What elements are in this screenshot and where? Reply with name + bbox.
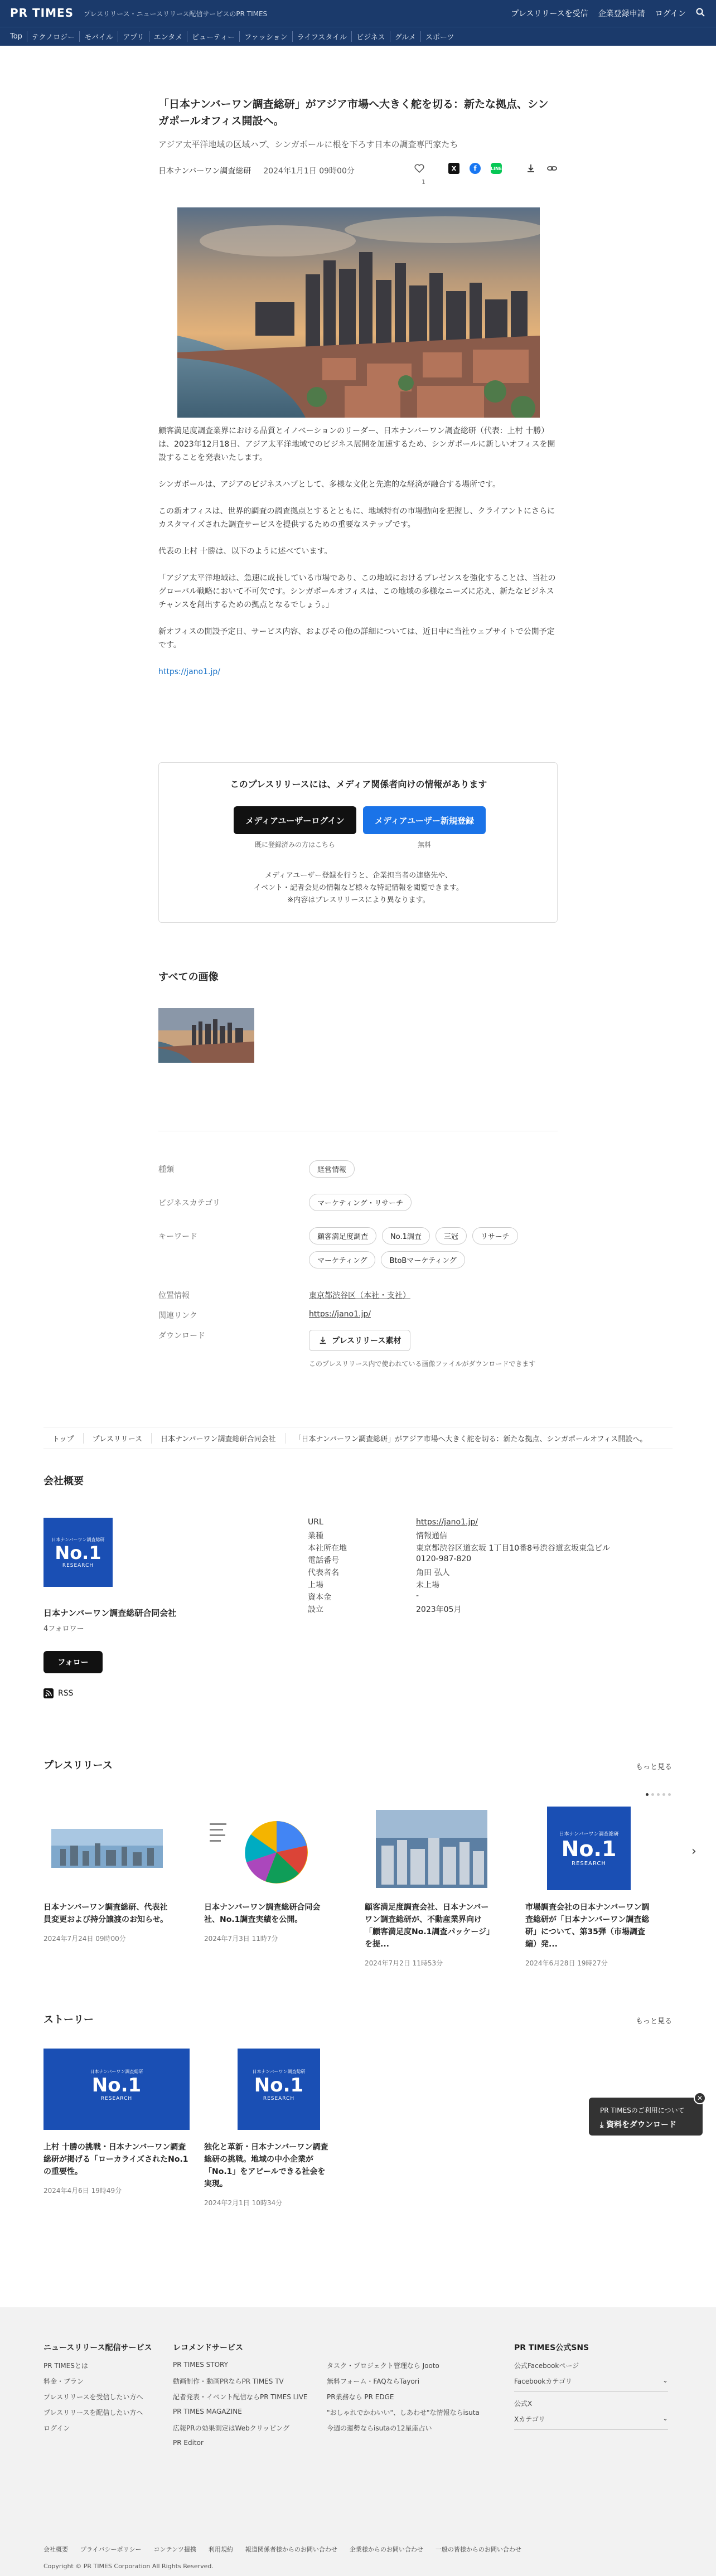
article-link[interactable]: https://jano1.jp/ [158,667,220,676]
note-line: メディアユーザー登録を行うと、企業担当者の連絡先や、 [264,871,453,880]
footer-bottom-link[interactable]: 企業様からのお問い合わせ [349,2546,423,2553]
keyword-chip[interactable]: 三冠 [436,1227,467,1245]
footer-col-tools [327,2361,480,2439]
article-body [158,424,558,692]
footer-bottom-link[interactable]: 会社概要 [43,2546,68,2553]
breadcrumb-item[interactable]: 日本ナンバーワン調査総研合同会社 [152,1433,285,1444]
cat-lifestyle[interactable]: ライフスタイル [292,31,351,42]
footer-link[interactable]: ログイン [43,2424,70,2432]
carousel-dot[interactable] [651,1793,654,1796]
footer-link[interactable]: 広報PRの効果測定はWebクリッピング [173,2424,290,2432]
footer-bottom-link[interactable]: 報道関係者様からのお問い合わせ [245,2546,337,2553]
company-row [308,1555,673,1567]
all-images-heading: すべての画像 [158,971,219,983]
company-url[interactable]: https://jano1.jp/ [416,1518,478,1527]
location-link[interactable]: 東京都渋谷区（本社・支社） [309,1291,410,1300]
keyword-chip[interactable]: No.1調査 [382,1227,430,1245]
footer-col-sns [514,2342,668,2437]
keyword-chip[interactable]: リサーチ [472,1227,518,1245]
company-row [308,1579,673,1591]
footer-bottom-link[interactable]: 利用規約 [208,2546,233,2553]
press-card-title: 日本ナンバーワン調査総研、代表社員変更および持分譲渡のお知らせ。 [43,1903,168,1924]
press-card-date: 2024年6月28日 19時27分 [525,1959,608,1967]
banner-line1: PR TIMESのご利用について [600,2107,685,2114]
footer-bottom-link[interactable]: プライバシーポリシー [80,2546,142,2553]
company-row [308,1542,673,1555]
footer-bottom-link[interactable]: 一般の皆様からのお問い合わせ [435,2546,521,2553]
breadcrumb [43,1427,673,1449]
x-share-icon[interactable]: X [448,163,459,174]
press-card-image [525,1807,652,1890]
story-card[interactable] [43,2049,190,2195]
download-material-button[interactable] [309,1330,410,1351]
footer-col-title: ニュースリリース配信サービス [43,2343,152,2352]
download-icon[interactable] [525,163,536,174]
chevron-right-icon[interactable]: › [691,1844,696,1858]
story-card-date: 2024年4月6日 19時49分 [43,2187,122,2195]
info-label: 種類 [158,1165,174,1174]
footer-link[interactable]: タスク・プロジェクト管理なら Jooto [327,2362,439,2370]
logo-sub-text: RESEARCH [572,1861,606,1867]
cat-business[interactable]: ビジネス [351,31,390,42]
footer-col-recommend [173,2342,308,2454]
company-value: - [416,1591,419,1600]
article-title: 「日本ナンバーワン調査総研」がアジア市場へ大きく舵を切る：新たな拠点、シンガポールオフィス開設へ。 [158,98,549,127]
site-tagline: プレスリリース・ニュースリリース配信サービスのPR TIMES [84,10,268,18]
copyright: Copyright © PR TIMES Corporation All Rights Reserved. [43,2563,214,2570]
carousel-dot[interactable] [662,1793,665,1796]
cat-beauty[interactable]: ビューティー [187,31,239,42]
article-subtitle: アジア太平洋地域の区域ハブ、シンガポールに根を下ろす日本の調査専門家たち [158,139,458,149]
story-card-title: 独化と革新・日本ナンバーワン調査総研の挑戦。地域の中小企業が「No.1」をアピールできる社会を実現。 [204,2143,328,2188]
like-count: 1 [422,178,425,186]
login-link[interactable]: ログイン [655,9,686,18]
company-key: URL [308,1518,323,1527]
press-card-date: 2024年7月3日 11時7分 [204,1935,278,1943]
footer-col-title: レコメンドサービス [173,2343,243,2352]
rss-link[interactable] [43,1688,74,1698]
logo-big-text: No.1 [561,1837,617,1861]
body-paragraph: シンガポールは、アジアのビジネスハブとして、多様な文化と先進的な経済が融合する場所です。 [158,480,500,489]
footer-col-services [43,2342,152,2439]
receive-press-link[interactable]: プレスリリースを受信 [511,9,588,18]
logo-sub-text: RESEARCH [100,2096,133,2102]
category-chip[interactable]: マーケティング・リサーチ [309,1194,412,1211]
press-card-date: 2024年7月24日 09時00分 [43,1935,126,1943]
article-date: 2024年1月1日 09時00分 [263,167,355,176]
logo-big-text: No.1 [91,2074,142,2096]
footer-bottom-link[interactable]: コンテンツ提携 [153,2546,196,2553]
note-line: イベント・記者会見の情報など様々な特記情報を閲覧できます。 [254,884,463,892]
download-note: このプレスリリース内で使われている画像ファイルがダウンロードできます [309,1360,536,1368]
company-key: 上場 [308,1581,323,1590]
info-label: 関連リンク [158,1311,197,1320]
company-name[interactable]: 日本ナンバーワン調査総研合同会社 [43,1608,177,1618]
logo-sub-text: RESEARCH [62,1563,94,1568]
media-register-button[interactable]: メディアユーザー新規登録 [363,806,486,834]
media-box-note [159,870,558,907]
heart-icon[interactable] [414,163,425,174]
footer-link[interactable]: PR TIMESとは [43,2362,88,2370]
article-meta [158,165,355,176]
x-category-select[interactable] [514,2414,668,2430]
search-icon[interactable] [696,8,705,19]
download-banner[interactable] [589,2094,703,2136]
footer-link[interactable]: 記者発表・イベント配信ならPR TIMES LIVE [173,2393,308,2401]
cat-top[interactable]: Top [10,32,22,41]
image-thumbnail[interactable] [158,1008,254,1063]
breadcrumb-item[interactable]: プレスリリース [84,1433,152,1444]
press-more-link[interactable]: もっと見る [636,1763,673,1771]
company-row [308,1567,673,1579]
footer-link[interactable]: PR TIMES MAGAZINE [173,2408,242,2415]
press-card-date: 2024年7月2日 11時53分 [365,1959,443,1967]
company-value: 0120-987-820 [416,1555,472,1563]
company-logo[interactable] [43,1518,113,1587]
press-card[interactable] [365,1807,492,1968]
company-value: 角田 弘人 [416,1568,450,1577]
logo-small-text: 日本ナンバーワン調査総研 [252,2069,306,2074]
stories-heading: ストーリー [43,2014,94,2026]
line-share-icon[interactable]: LINE [491,163,502,174]
media-login-button[interactable]: メディアユーザーログイン [234,806,356,834]
cat-app[interactable]: アプリ [118,31,148,42]
register-caption: 無料 [417,841,431,849]
cat-mobile[interactable]: モバイル [79,31,118,42]
cat-entame[interactable]: エンタメ [149,31,187,42]
chevron-down-icon: ⌄ [662,2414,668,2422]
download-icon: ⤓ [600,2120,607,2129]
copy-link-icon[interactable] [546,163,558,174]
press-card-title: 市場調査会社の日本ナンバーワン調査総研が「日本ナンバーワン調査総研」について、第35弾（市場調査編）発... [525,1903,650,1949]
footer-link[interactable]: "おしゃれでかわいい"、しあわせ"な情報ならisuta [327,2409,480,2417]
footer-link[interactable]: PR業務なら PR EDGE [327,2393,394,2401]
cat-sports[interactable]: スポーツ [420,31,458,42]
press-card[interactable] [525,1807,652,1968]
share-bar [414,163,558,174]
footer-link[interactable]: 公式X [514,2400,533,2408]
story-card-image [238,2049,320,2130]
logo-small-text: 日本ナンバーワン調査総研 [90,2069,143,2074]
facebook-category-select[interactable] [514,2376,668,2392]
facebook-share-icon[interactable]: f [470,163,481,174]
breadcrumb-item[interactable]: トップ [43,1433,84,1444]
note-line: ※内容はプレスリリースにより異なります。 [287,896,430,904]
info-label: 位置情報 [158,1291,190,1300]
carousel-dot[interactable] [668,1793,671,1796]
company-register-link[interactable]: 企業登録申請 [598,9,645,18]
type-chip[interactable]: 経営情報 [309,1160,355,1178]
press-card[interactable] [43,1807,171,1943]
media-box-heading: このプレスリリースには、メディア関係者向けの情報があります [230,779,487,790]
footer-link[interactable]: PR TIMES STORY [173,2361,228,2369]
logo-small-text: 日本ナンバーワン調査総研 [559,1832,619,1837]
company-key: 本社所在地 [308,1544,347,1553]
select-label: Xカテゴリ [514,2415,545,2423]
info-label: ビジネスカテゴリ [158,1199,221,1208]
site-logo[interactable]: PR TIMES [10,6,74,20]
press-card-image [365,1807,492,1890]
body-paragraph: この新オフィスは、世界的調査の調査拠点とするとともに、地域特有の市場動向を把握し、クライアントにさらにカスタマイズされた調査サービスを提供するための重要なステップです。 [158,507,555,529]
stories-more-link[interactable]: もっと見る [636,2017,673,2026]
keyword-chip[interactable]: BtoBマーケティング [381,1251,465,1268]
company-key: 電話番号 [308,1556,339,1565]
company-key: 設立 [308,1605,323,1614]
carousel-dot[interactable] [657,1793,660,1796]
logo-sub-text: RESEARCH [263,2096,295,2102]
company-key: 代表者名 [308,1568,339,1577]
close-icon[interactable]: ✕ [694,2092,706,2104]
story-card-title: 上村 十勝の挑戦・日本ナンバーワン調査総研が掲げる「ローカライズされたNo.1の重要性。 [43,2143,188,2176]
company-value: 未上場 [416,1581,439,1590]
story-card-date: 2024年2月1日 10時34分 [204,2199,283,2207]
category-nav [0,27,716,46]
body-paragraph: 「アジア太平洋地域は、急速に成長している市場であり、この地域におけるプレゼンスを強化することは、当社のグローバル戦略において不可欠です。シンガポールオフィスは、この地域の多様なニーズに応え、新たなビジネスチャンスを創出するための拠点となるでしょう。」 [158,574,556,609]
follow-button[interactable]: フォロー [43,1651,103,1673]
rss-label: RSS [58,1689,74,1698]
press-card-image [43,1807,171,1890]
press-card-title: 日本ナンバーワン調査総研合同会社、No.1調査実績を公開。 [204,1903,321,1924]
company-key: 業種 [308,1532,323,1541]
hero-image-singapore-skyline [177,207,540,418]
story-card[interactable] [204,2049,350,2207]
follower-count: 4フォロワー [43,1625,84,1633]
breadcrumb-item: 「日本ナンバーワン調査総研」がアジア市場へ大きく舵を切る：新たな拠点、シンガポールオフィス開設へ。 [294,1435,647,1444]
header-actions [511,8,705,19]
chevron-down-icon: ⌄ [662,2376,668,2384]
download-button-label: プレスリリース素材 [332,1337,401,1345]
body-paragraph: 代表の上村 十勝は、以下のように述べています。 [158,547,332,556]
footer-link[interactable]: 今週の運勢ならisutaの12星座占い [327,2424,432,2432]
login-caption: 既に登録済みの方はこちら [254,841,335,849]
media-user-box [158,762,558,923]
company-value: 東京都渋谷区道玄坂 1丁目10番8号渋谷道玄坂東急ビル [416,1544,611,1553]
logo-small-text: 日本ナンバーワン調査総研 [51,1537,105,1542]
keyword-chip[interactable]: 顧客満足度調査 [309,1227,376,1245]
company-table [308,1518,673,1616]
info-label: キーワード [158,1232,197,1241]
press-card[interactable] [204,1807,331,1943]
top-header [0,0,716,27]
download-icon [318,1336,327,1345]
logo-big-text: No.1 [55,1542,101,1563]
cat-gourmet[interactable]: グルメ [390,31,420,42]
company-value: 情報通信 [416,1532,447,1541]
body-paragraph: 顧客満足度調査業界における品質とイノベーションのリーダー、日本ナンバーワン調査総研（代表：上村 十勝）は、2023年12月18日、アジア太平洋地域でのビジネス展開を加速するため、シンガポールに新しいオフィスを開設することを発表いたします。 [158,427,555,462]
related-link[interactable]: https://jano1.jp/ [309,1310,371,1319]
carousel-dots [646,1793,671,1796]
banner-line2 [600,2119,676,2130]
banner-download-label: 資料をダウンロード [606,2120,677,2129]
body-paragraph: 新オフィスの開設予定日、サービス内容、およびその他の詳細については、近日中に当社ウェブサイトで公開予定です。 [158,627,555,650]
footer-link[interactable]: 料金・プラン [43,2378,84,2385]
cat-tech[interactable]: テクノロジー [27,31,79,42]
footer-link[interactable]: 動画制作・動画PRならPR TIMES TV [173,2378,284,2385]
company-row [308,1518,673,1530]
press-releases-heading: プレスリリース [43,1760,113,1771]
info-label: ダウンロード [158,1331,205,1340]
story-card-image [43,2049,190,2130]
footer-bottom-links [43,2545,521,2554]
rss-icon [43,1688,54,1698]
cat-fashion[interactable]: ファッション [239,31,292,42]
company-row [308,1591,673,1604]
company-row [308,1604,673,1616]
logo-big-text: No.1 [254,2074,304,2096]
article-company[interactable]: 日本ナンバーワン調査総研 [158,167,251,176]
carousel-dot[interactable] [646,1793,649,1796]
company-row [308,1530,673,1542]
press-card-title: 顧客満足度調査会社、日本ナンバーワン調査総研が、不動産業界向け「顧客満足度No.1調査パッケージ」を提... [365,1903,491,1949]
select-label: Facebookカテゴリ [514,2378,572,2385]
company-value: 2023年05月 [416,1605,462,1614]
keyword-chip[interactable]: マーケティング [309,1251,375,1268]
footer-col-title: PR TIMES公式SNS [514,2343,589,2352]
footer-link[interactable]: プレスリリースを受信したい方へ [43,2393,143,2401]
footer-link[interactable]: PR Editor [173,2439,204,2447]
footer-link[interactable]: プレスリリースを配信したい方へ [43,2409,143,2417]
company-key: 資本金 [308,1593,331,1602]
footer-link[interactable]: 公式Facebookページ [514,2362,579,2370]
press-card-image [204,1807,331,1890]
company-heading: 会社概要 [43,1475,84,1487]
footer-link[interactable]: 無料フォーム・FAQならTayori [327,2378,420,2385]
